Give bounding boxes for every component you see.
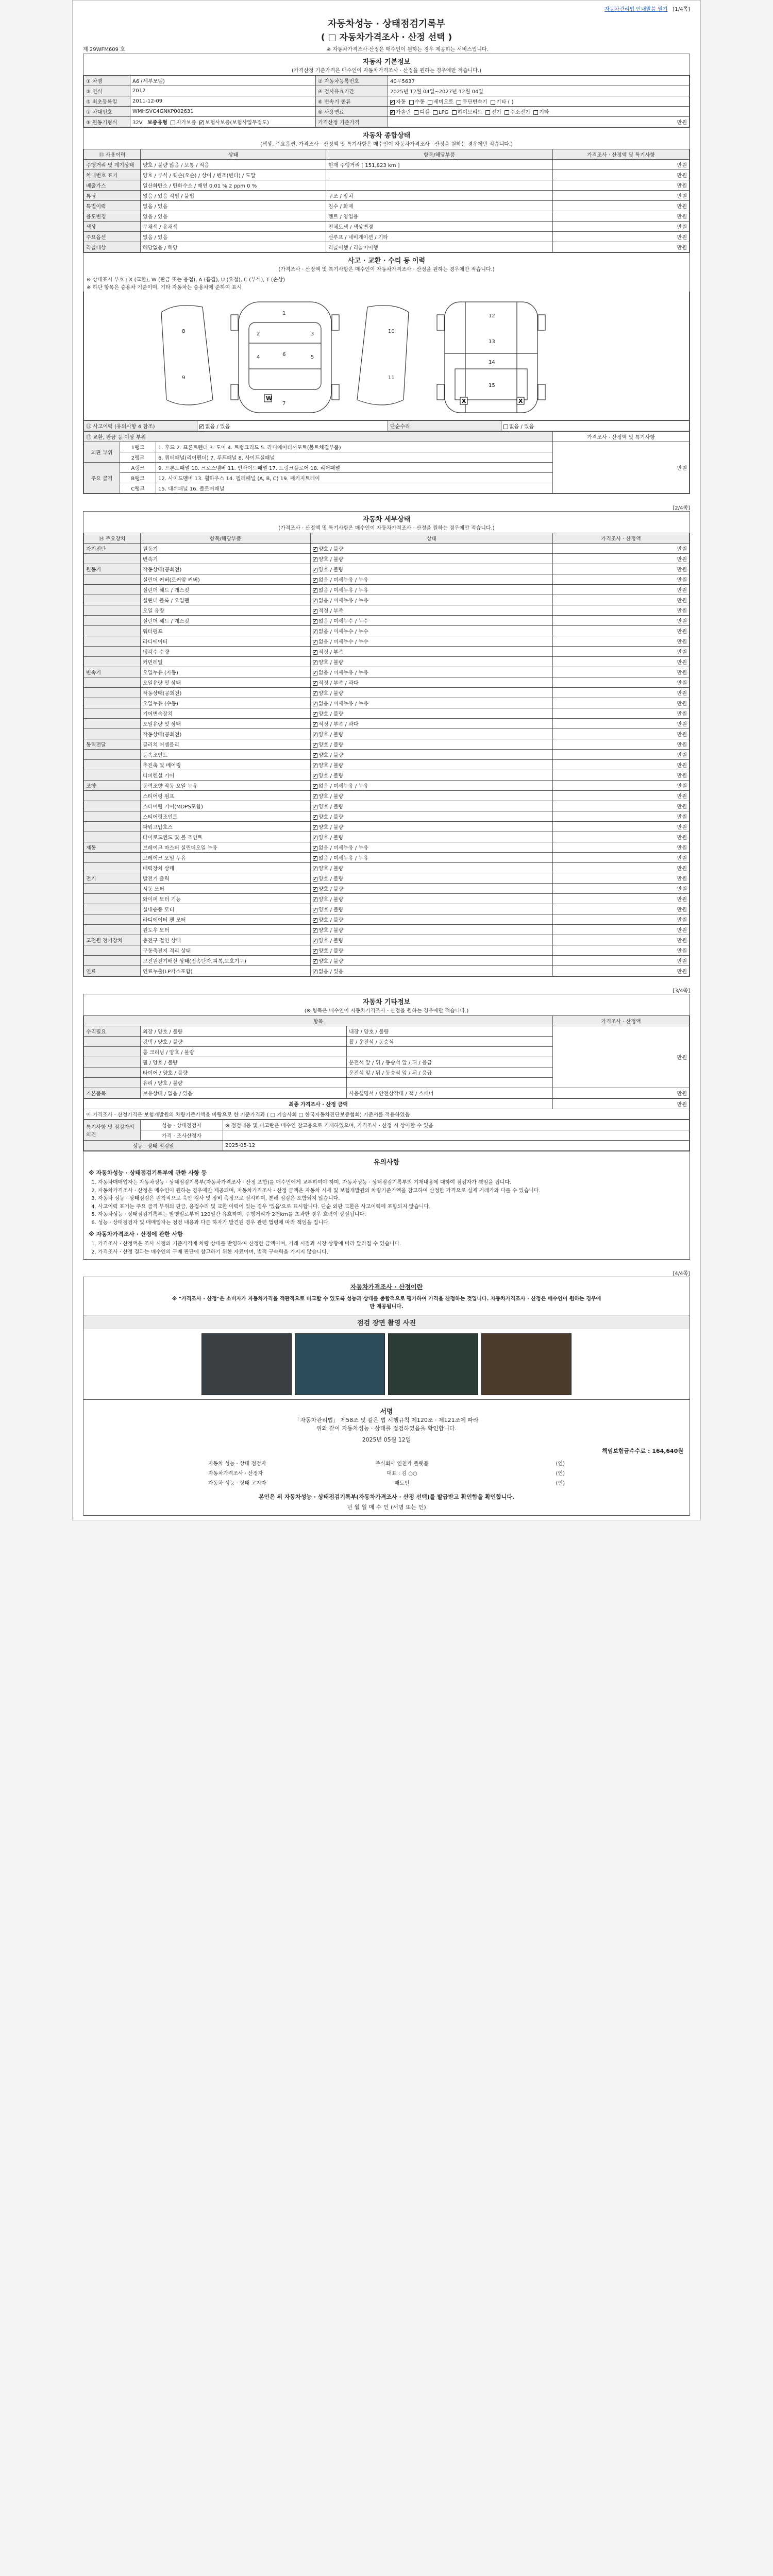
transmission-options: ✓ 자동 수동 세미오토 무단변속기 기타 ( )	[388, 96, 690, 107]
diagram-label: 13	[489, 339, 495, 345]
table-row: 기본품목 보유상태 / 없음 / 있음 사용설명서 / 안전삼각대 / 잭 / 스패너 만원	[84, 1088, 690, 1098]
detail-note: (가격조사 · 산정액 및 특기사항은 매수인이 자동차가격조사 · 산정을 원하는 경우에만 적습니다.)	[278, 526, 495, 531]
checkbox[interactable]	[452, 110, 457, 115]
checkbox[interactable]	[313, 557, 317, 562]
page-number: [3/4쪽]	[673, 988, 690, 994]
detail-title: 자동차 세부상태	[362, 516, 411, 523]
caution-subtitle-2: ※ 자동차가격조사 · 산정에 관한 사항	[89, 1231, 183, 1238]
table-row: 제동 브레이크 마스터 실린더오일 누유 ✓ 없음 / 미세누유 / 누유 만원	[84, 842, 690, 853]
checkbox[interactable]	[409, 100, 414, 105]
checkbox[interactable]	[390, 100, 395, 105]
table-row: 커먼레일 ✓ 양호 / 불량 만원	[84, 657, 690, 667]
table-row: 파워고압호스 ✓ 양호 / 불량 만원	[84, 822, 690, 832]
checkbox[interactable]	[533, 110, 538, 115]
basic-info-title: 자동차 기본정보	[362, 58, 411, 66]
diagram-label: 14	[489, 360, 495, 365]
fuel-options: ✓ 가솔린 디젤 LPG 하이브리드 전기 수소전기 기타	[388, 107, 690, 117]
table-row: 실린더 블록 / 오일팬 ✓ 없음 / 미세누유 / 누유 만원	[84, 595, 690, 605]
list-item: 1. 가격조사 · 산정액은 조사 시점의 기준가격에 차량 상태를 반영하여 산정한 금액이며, 거래 시점과 시장 상황에 따라 달라질 수 있습니다.	[98, 1240, 684, 1248]
damage-mark: W	[266, 395, 273, 402]
document-sheet	[72, 0, 701, 1520]
caution-list-2	[89, 1240, 684, 1256]
checkbox[interactable]	[313, 918, 317, 923]
table-row: 용도변경 없음 / 있음 렌트 / 영업용 만원	[84, 211, 690, 222]
guide-text: ※ "가격조사 · 산정"은 소비자가 자동차가격을 객관적으로 비교할 수 있도록 성능과 상태를 종합적으로 평가하여 가격을 산정하는 것입니다. 자동차가격조사 · 산정은 매수인이 원하는 경우에만 제공됩니다.	[172, 1296, 601, 1310]
table-row: 라디에이터 ✓ 없음 / 미세누수 / 누수 만원	[84, 636, 690, 647]
table-row: 변속기 오일누유 (자동) ✓ 없음 / 미세누유 / 누유 만원	[84, 667, 690, 677]
basic-info-table: ① 차명 A6 (세부모델) ② 자동차등록번호 40무5637 ③ 연식 2012 ④ 검사유효기간 2025년 12월 04일~2027년 12월 04일 ⑤ 최초등록일 2011-12-09 ⑥ 변속기 종류 ✓ 자동 수동 세미오토 무단변속기 기타 ( ) ⑦ 차대번호 WMHSVC4GNKP002631 ⑧ 사용연료 ✓ 가솔린 디젤 LPG 하이브리드 전기 수소전기 기타 ⑨ 원동기형식 32V 보증유형 자가보증 ✓ 보험사보증(보험사업무정도) 가격산정 기준가격 만원	[83, 75, 690, 127]
photo-gallery	[83, 1329, 690, 1399]
top-bar	[83, 5, 690, 12]
list-item: 1. 자동차매매업자는 자동차성능 · 상태점검기록부(자동차가격조사 · 산정 포함)를 매수인에게 교부하여야 하며, 자동차성능 · 상태점검기록부의 기재내용에 대하여 점검자가 책임을 집니다.	[98, 1179, 684, 1187]
diagram-label: 15	[489, 383, 495, 388]
table-row: 수리필요 외장 / 양호 / 불량 내장 / 양호 / 불량 만원	[84, 1026, 690, 1037]
inspection-photo[interactable]	[481, 1333, 572, 1395]
table-row: 배력장치 상태 ✓ 양호 / 불량 만원	[84, 863, 690, 873]
table-row: 시동 모터 ✓ 양호 / 불량 만원	[84, 884, 690, 894]
table-row: 디퍼렌셜 기어 ✓ 양호 / 불량 만원	[84, 770, 690, 781]
buyer-confirmation: 본인은 위 자동차성능 · 상태점검기록부(자동차가격조사 · 산정 선택)를 발급받고 확인함을 확인합니다.	[258, 1494, 515, 1500]
table-row: 와이퍼 모터 기능 ✓ 양호 / 불량 만원	[84, 894, 690, 904]
checkbox[interactable]	[313, 712, 317, 717]
table-row: 배출가스 일산화탄소 / 탄화수소 / 매연 0.01 % 2 ppm 0 % 만원	[84, 180, 690, 191]
checkbox[interactable]	[313, 660, 317, 665]
table-row: 오일유량 및 상태 ✓ 적정 / 부족 / 과다 만원	[84, 719, 690, 729]
inspection-photo[interactable]	[295, 1333, 385, 1395]
photo-section	[83, 1315, 690, 1400]
checkbox[interactable]	[313, 588, 317, 593]
table-row: 리콜대상 해당없음 / 해당 리콜이행 / 리콜미이행 만원	[84, 242, 690, 252]
table-row: 작동상태(공회전) ✓ 양호 / 불량 만원	[84, 729, 690, 739]
checkbox[interactable]	[313, 599, 317, 603]
accident-note: (가격조사 · 산정액 및 특기사항은 매수인이 자동차가격조사 · 산정을 원하는 경우에만 적습니다.)	[278, 267, 495, 273]
etc-section	[83, 994, 690, 1151]
caution-subtitle-1: ※ 자동차성능 · 상태점검기록부에 관한 사항 등	[89, 1170, 207, 1176]
signature-table: 자동차 성능 · 상태 점검자 주식회사 인천카 플랫폼 (인) 자동차가격조사 · 산정자 대표 : 김 ○○ (인) 자동차 성능 · 상태 고지자 매도인 (인)	[208, 1461, 565, 1486]
checkbox[interactable]	[313, 877, 317, 882]
diagram-label: 8	[182, 329, 186, 334]
valuation-note: 이 가격조사 · 산정가격은 보험개발원의 차량기준가액을 바탕으로 한 기준가격과 ( □ 기술사회 □ 한국자동차진단보증협회) 기준서를 적용하였음	[84, 1109, 690, 1120]
table-row: 조향 동력조향 작동 오일 누유 ✓ 없음 / 미세누유 / 누유 만원	[84, 781, 690, 791]
car-outline-diagram	[84, 292, 691, 419]
list-item: 3. 자동차 성능 · 상태점검은 원칙적으로 육안 검사 및 장비 측정으로 실시하며, 분해 점검은 포함되지 않습니다.	[98, 1195, 684, 1203]
checkbox[interactable]	[313, 640, 317, 645]
table-row: 특별이력 없음 / 있음 침수 / 화재 만원	[84, 201, 690, 211]
checkbox[interactable]	[313, 836, 317, 840]
table-row: 구동축전지 격리 상태 ✓ 양호 / 불량 만원	[84, 945, 690, 956]
vin: WMHSVC4GNKP002631	[130, 107, 316, 117]
table-row: 브레이크 오일 누유 ✓ 없음 / 미세누유 / 누유 만원	[84, 853, 690, 863]
buyer-sign-line: 년 월 일 매 수 인 (서명 또는 인)	[347, 1504, 426, 1511]
first-registration: 2011-12-09	[130, 96, 316, 107]
caution-section	[83, 1151, 690, 1260]
checkbox[interactable]	[313, 702, 317, 706]
overall-status-table: ⑪ 사용이력 상태 항목/해당부품 가격조사 · 산정액 및 특기사항 주행거리 및 계기상태 양호 / 불량 많음 / 보통 / 적음 현재 주행거리 [ 151,823 km ] 만원 차대번호 표기 양호 / 부식 / 훼손(오손) / 상이 / 변조(변타) / 도말 만원 배출가스 일산화탄소 / 탄화수소 / 매연 0.01 % 2 ppm 0 % 만원 튜닝 없음 / 있음 적법 / 불법 구조 / 장치 만원 특별이력 없음 / 있음 침수 / 화재 만원 용도변경 없음 / 있음 렌트 / 영업용 만원 색상 무채색 / 유채색 전체도색 / 색상변경 만원 주요옵션 없음 / 있음 선루프 / 네비게이션 / 기타 만원 리콜대상 해당없음 / 해당 리콜이행 / 리콜미이행 만원	[83, 149, 690, 252]
diagram-label: 10	[388, 329, 395, 334]
page-number: [4/4쪽]	[673, 1271, 690, 1277]
inspection-photo[interactable]	[201, 1333, 292, 1395]
table-row: 오일 유량 ✓ 적정 / 부족 만원	[84, 605, 690, 616]
accident-legend: ※ 상태표시 부호 : X (교환), W (판금 또는 용접), A (흠집), U (요철), C (부식), T (손상) ※ 하단 항목은 승용차 기준이며, 기타 자동차는 승용차에 준하여 표시	[87, 277, 285, 291]
checkbox[interactable]	[313, 815, 317, 820]
etc-table: 항목 가격조사 · 산정액 수리필요 외장 / 양호 / 불량 내장 / 양호 / 불량 만원 광택 / 양호 / 불량 휠 / 운전석 / 동승석 룸 크리닝 / 양호 / 불량 휠 / 양호 / 불량 운전석 앞 / 뒤 / 동승석 앞 / 뒤 / 응급 타이어 / 양호 / 불량 운전석 앞 / 뒤 / 동승석 앞 / 뒤 / 응급 유리 / 양호 / 불량 기본품목 보유상태 / 없음 / 있음 사용설명서 / 안전삼각대 / 잭 / 스패너 만원	[83, 1015, 690, 1098]
list-item: 2. 가격조사 · 산정 결과는 매수인의 구매 판단에 참고하기 위한 자료이며, 법적 구속력을 가지지 않습니다.	[98, 1248, 684, 1257]
table-row: 고전원 전기장치 충전구 절연 상태 ✓ 양호 / 불량 만원	[84, 935, 690, 945]
table-row: 작동상태(공회전) ✓ 양호 / 불량 만원	[84, 688, 690, 698]
checkbox[interactable]	[313, 650, 317, 655]
checkbox[interactable]	[313, 805, 317, 809]
checkbox[interactable]	[313, 856, 317, 861]
table-row: 등속조인트 ✓ 양호 / 불량 만원	[84, 750, 690, 760]
caution-title: 유의사항	[373, 1159, 400, 1166]
checkbox[interactable]	[313, 939, 317, 943]
list-item: 2. 자동차가격조사 · 산정은 매수인이 원하는 경우에만 제공되며, 자동차가격조사 · 산정 금액은 자동차 시세 및 보험개발원의 차량기준가액을 참고하여 산정한 가격으로 실제 거래가와 다를 수 있습니다.	[98, 1187, 684, 1195]
checkbox[interactable]	[313, 733, 317, 737]
accident-history-section	[83, 253, 690, 494]
checkbox[interactable]	[313, 753, 317, 758]
checkbox[interactable]	[199, 425, 204, 429]
table-row: 기어변속장치 ✓ 양호 / 불량 만원	[84, 708, 690, 719]
valuation-table: 최종 가격조사 · 산정 금액 만원 이 가격조사 · 산정가격은 보험개발원의 차량기준가액을 바탕으로 한 기준가격과 ( □ 기술사회 □ 한국자동차진단보증협회) 기준서를 적용하였음	[83, 1098, 690, 1120]
overall-status-section	[83, 128, 690, 253]
table-row: 타이로드엔드 및 볼 조인트 ✓ 양호 / 불량 만원	[84, 832, 690, 842]
overall-status-note: (색상, 주요옵션, 가격조사 · 산정액 및 특기사항은 매수인이 자동차가격조사 · 산정을 원하는 경우에만 적습니다.)	[260, 142, 513, 147]
exchange-table: ⑬ 교환, 판금 등 이상 부위 가격조사 · 산정액 및 특기사항 외판 부위 1랭크 1. 후드 2. 프론트펜더 3. 도어 4. 트렁크리드 5. 라디에이터서포트(볼트체결부품) 만원 2랭크 6. 쿼터패널(리어펜더) 7. 루프패널 8. 사이드실패널 주요 골격 A랭크 9. 프론트패널 10. 크로스멤버 11. 인사이드패널 17. 트렁크플로어 18. 리어패널 B랭크 12. 사이드멤버 13. 휠하우스 14. 필러패널 (A, B, C) 19. 패키지트레이 C랭크 15. 대쉬패널 16. 플로어패널	[83, 431, 690, 494]
checkbox[interactable]	[313, 928, 317, 933]
damage-mark: X	[462, 398, 466, 404]
engine-type: 32V	[132, 120, 143, 126]
damage-mark: X	[518, 398, 523, 404]
table-row: 고전원전기배선 상태(접속단자,피복,보호기구) ✓ 양호 / 불량 만원	[84, 956, 690, 966]
checkbox[interactable]	[313, 630, 317, 634]
special-table: 특기사항 및 점검자의 의견 성능 · 상태점검자 ※ 점검내용 및 비고란은 매수인 참고용으로 기재하였으며, 가격조사 · 산정 시 상이할 수 있음 가격 · 조사산정자 성능 · 상태 점검일 2025-05-12	[83, 1120, 690, 1151]
inspection-photo[interactable]	[388, 1333, 478, 1395]
list-item: 4. 사고이력 표기는 주요 골격 부위의 판금, 용접수리 및 교환 이력이 있는 경우 '있음'으로 표시합니다. 단순 외판 교환은 사고이력에 포함되지 않습니다.	[98, 1203, 684, 1211]
checkbox[interactable]	[503, 425, 508, 429]
page-number: [1/4쪽]	[673, 7, 690, 12]
table-row: 실내송풍 모터 ✓ 양호 / 불량 만원	[84, 904, 690, 914]
table-row: 스티어링 펌프 ✓ 양호 / 불량 만원	[84, 791, 690, 801]
diagram-label: 2	[257, 331, 260, 337]
car-model: A6 (세부모델)	[130, 76, 316, 86]
checkbox[interactable]	[171, 121, 175, 125]
fee-amount: 164,640원	[652, 1448, 683, 1454]
diagram-label: 5	[311, 354, 314, 360]
diagram-label: 1	[282, 311, 286, 316]
accident-title: 사고 · 교환 · 수리 등 이력	[347, 257, 426, 265]
table-row: 차대번호 표기 양호 / 부식 / 훼손(오손) / 상이 / 변조(변타) / 도말 만원	[84, 170, 690, 180]
checkbox[interactable]	[313, 774, 317, 778]
table-row: 휠 / 양호 / 불량 운전석 앞 / 뒤 / 동승석 앞 / 뒤 / 응급	[84, 1057, 690, 1067]
table-row: 실린더 헤드 / 개스킷 ✓ 없음 / 미세누수 / 누수 만원	[84, 616, 690, 626]
table-row: 원동기 작동상태(공회전) ✓ 양호 / 불량 만원	[84, 564, 690, 574]
checkbox[interactable]	[313, 959, 317, 964]
checkbox[interactable]	[313, 825, 317, 830]
table-row: 자기진단 원동기 ✓ 양호 / 불량 만원	[84, 544, 690, 554]
checkbox[interactable]	[313, 547, 317, 552]
table-row: 동력전달 클러치 어셈블리 ✓ 양호 / 불량 만원	[84, 739, 690, 750]
table-row: 타이어 / 양호 / 불량 운전석 앞 / 뒤 / 동승석 앞 / 뒤 / 응급	[84, 1067, 690, 1078]
table-row: 워터펌프 ✓ 없음 / 미세누수 / 누수 만원	[84, 626, 690, 636]
checkbox[interactable]	[313, 568, 317, 572]
document-meta	[83, 45, 690, 53]
table-row: 냉각수 수량 ✓ 적정 / 부족 만원	[84, 647, 690, 657]
table-row: 변속기 ✓ 양호 / 불량 만원	[84, 554, 690, 564]
table-row: 오일유량 및 상태 ✓ 적정 / 부족 / 과다 만원	[84, 677, 690, 688]
table-row: 튜닝 없음 / 있음 적법 / 불법 구조 / 장치 만원	[84, 191, 690, 201]
photo-title: 점검 장면 촬영 사진	[83, 1315, 690, 1329]
table-row: 유리 / 양호 / 불량	[84, 1078, 690, 1088]
table-row: 연료 연료누출(LP가스포함) ✓ 없음 / 있음 만원	[84, 966, 690, 976]
checkbox[interactable]	[457, 100, 461, 105]
table-row: 윈도우 모터 ✓ 양호 / 불량 만원	[84, 925, 690, 935]
table-row: 스티어링 기어(MDPS포함) ✓ 양호 / 불량 만원	[84, 801, 690, 811]
model-year: 2012	[130, 86, 316, 96]
law-guide-link[interactable]: 자동차관리법 안내말씀 열기	[604, 7, 668, 12]
checkbox[interactable]	[313, 743, 317, 748]
checkbox[interactable]	[313, 609, 317, 614]
checkbox[interactable]	[313, 722, 317, 727]
inspection-validity: 2025년 12월 04일~2027년 12월 04일	[388, 86, 690, 96]
table-row: 실린더 헤드 / 개스킷 ✓ 없음 / 미세누유 / 누유 만원	[84, 585, 690, 595]
table-row: 스티어링조인트 ✓ 양호 / 불량 만원	[84, 811, 690, 822]
detail-section	[83, 511, 690, 977]
registration-number: 40무5637	[388, 76, 690, 86]
checkbox[interactable]	[313, 691, 317, 696]
caution-list-1	[89, 1179, 684, 1227]
detail-table: ⑭ 주요장치 항목/해당부품 상태 가격조사 · 산정액 자기진단 원동기 ✓ 양호 / 불량 만원 변속기 ✓ 양호 / 불량 만원 원동기 작동상태(공회전) ✓ 양호 / 불량 만원 실린더 커버(로커암 커버) ✓ 없음 / 미세누유 / 누유 만원 실린더 헤드 / 개스킷 ✓ 없음 / 미세누유 / 누유 만원 실린더 블록 / 오일팬 ✓ 없음 / 미세누유 / 누유 만원 오일 유량 ✓ 적정 / 부족 만원 실린더 헤드 / 개스킷 ✓ 없음 / 미세누수 / 누수 만원 워터펌프 ✓ 없음 / 미세누수 / 누수 만원 라디에이터 ✓ 없음 / 미세누수 / 누수 만원 냉각수 수량 ✓ 적정 / 부족 만원 커먼레일 ✓ 양호 / 불량 만원 변속기 오일누유 (자동) ✓ 없음 / 미세누유 / 누유 만원 오일유량 및 상태 ✓ 적정 / 부족 / 과다 만원 작동상태(공회전) ✓ 양호 / 불량 만원 오일누유 (수동) ✓ 없음 / 미세누유 / 누유 만원 기어변속장치 ✓ 양호 / 불량 만원 오일유량 및 상태 ✓ 적정 / 부족 / 과다 만원 작동상태(공회전) ✓ 양호 / 불량 만원 동력전달 클러치 어셈블리 ✓ 양호 / 불량 만원 등속조인트 ✓ 양호 / 불량 만원 추진축 및 베어링 ✓ 양호 / 불량 만원 디퍼렌셜 기어 ✓ 양호 / 불량 만원 조향 동력조향 작동 오일 누유 ✓ 없음 / 미세누유 / 누유 만원 스티어링 펌프 ✓ 양호 / 불량 만원 스티어링 기어(MDPS포함) ✓ 양호 / 불량 만원 스티어링조인트 ✓ 양호 / 불량 만원 파워고압호스 ✓ 양호 / 불량 만원 타이로드엔드 및 볼 조인트 ✓ 양호 / 불량 만원 제동 브레이크 마스터 실린더오일 누유 ✓ 없음 / 미세누유 / 누유 만원 브레이크 오일 누유 ✓ 없음 / 미세누유 / 누유 만원 배력장치 상태 ✓ 양호 / 불량 만원 전기 발전기 출력 ✓ 양호 / 불량 만원 시동 모터 ✓ 양호 / 불량 만원 와이퍼 모터 기능 ✓ 양호 / 불량 만원 실내송풍 모터 ✓ 양호 / 불량 만원 라디에이터 팬 모터 ✓ 양호 / 불량 만원 윈도우 모터 ✓ 양호 / 불량 만원 고전원 전기장치 충전구 절연 상태 ✓ 양호 / 불량 만원 구동축전지 격리 상태 ✓ 양호 / 불량 만원 고전원전기배선 상태(접속단자,피복,보호기구) ✓ 양호 / 불량 만원 연료 연료누출(LP가스포함) ✓ 없음 / 있음 만원	[83, 533, 690, 976]
table-row: 오일누유 (수동) ✓ 없음 / 미세누유 / 누유 만원	[84, 698, 690, 708]
checkbox[interactable]	[313, 764, 317, 768]
signature-section	[83, 1400, 690, 1516]
table-row: 실린더 커버(로커암 커버) ✓ 없음 / 미세누유 / 누유 만원	[84, 574, 690, 585]
signature-law-2: 위와 같이 자동차성능 · 상태를 점검하였음을 확인합니다.	[316, 1425, 457, 1432]
etc-title: 자동차 기타정보	[362, 998, 411, 1006]
basic-info-note: (가격산정 기준가격은 매수인이 자동차가격조사 · 산정을 원하는 경우에만 적습니다.)	[291, 68, 482, 74]
table-row: 광택 / 양호 / 불량 휠 / 운전석 / 동승석	[84, 1037, 690, 1047]
table-row: 룸 크리닝 / 양호 / 불량	[84, 1047, 690, 1057]
checkbox[interactable]	[313, 794, 317, 799]
document-title: 자동차성능 · 상태점검기록부	[327, 19, 446, 29]
checkbox[interactable]	[313, 784, 317, 789]
list-item: 6. 성능 · 상태점검자 및 매매업자는 점검 내용과 다른 하자가 발견된 경우 관련 법령에 따라 책임을 집니다.	[98, 1219, 684, 1227]
checkbox[interactable]	[505, 110, 509, 115]
diagram-label: 6	[282, 352, 286, 358]
checkbox[interactable]	[313, 681, 317, 686]
document-number: 제 29WFM609 호	[83, 47, 125, 53]
signature-law: 「자동차관리법」 제58조 및 같은 법 시행규칙 제120조 · 제121조에 따라	[294, 1417, 479, 1423]
checkbox[interactable]	[313, 671, 317, 675]
guide-title: 자동차가격조사 · 산정이란	[350, 1283, 423, 1291]
checkbox[interactable]	[414, 110, 418, 115]
guide-section	[83, 1277, 690, 1315]
checkbox[interactable]	[313, 846, 317, 851]
checkbox[interactable]	[313, 887, 317, 892]
checkbox[interactable]	[313, 578, 317, 583]
list-item: 5. 자동차성능 · 상태점검기록부는 발행일로부터 120일간 유효하며, 주행거리가 2천km를 초과한 경우 효력이 상실됩니다.	[98, 1211, 684, 1219]
accident-summary-table: ⑫ 사고이력 (유의사항 4 참조) ✓ 없음 / 있음 단순수리 없음 / 있음	[83, 420, 690, 431]
diagram-label: 3	[311, 331, 314, 337]
diagram-label: 4	[257, 354, 260, 360]
checkbox[interactable]	[485, 110, 490, 115]
table-row: 추진축 및 베어링 ✓ 양호 / 불량 만원	[84, 760, 690, 770]
document-meta-note: ※ 자동차가격조사·산정은 매수인이 원하는 경우 제공하는 서비스입니다.	[326, 47, 489, 53]
fee-line: 책임보험금수수료 : 164,640원	[602, 1448, 683, 1454]
diagram-label: 12	[489, 313, 495, 319]
table-row: 전기 발전기 출력 ✓ 양호 / 불량 만원	[84, 873, 690, 884]
checkbox[interactable]	[433, 110, 438, 115]
signature-title: 서명	[380, 1408, 393, 1416]
checkbox[interactable]	[491, 100, 495, 105]
etc-note: (※ 항목은 매수인이 자동차가격조사 · 산정을 원하는 경우에만 적습니다.)	[304, 1008, 469, 1014]
car-damage-diagram	[83, 292, 690, 420]
diagram-label: 11	[388, 375, 395, 381]
valuation-title: 최종 가격조사 · 산정 금액	[84, 1099, 553, 1109]
checkbox[interactable]	[390, 110, 395, 115]
diagram-label: 9	[182, 375, 186, 381]
checkbox[interactable]	[199, 121, 204, 125]
checkbox[interactable]	[313, 970, 317, 974]
overall-status-title: 자동차 종합상태	[362, 132, 411, 140]
checkbox[interactable]	[313, 949, 317, 954]
inspection-date: 2025-05-12	[223, 1141, 690, 1151]
document-subtitle: ( □ 자동차가격조사 · 산정 선택 )	[321, 32, 452, 43]
checkbox[interactable]	[313, 867, 317, 871]
page-number: [2/4쪽]	[673, 505, 690, 511]
table-row: 라디에이터 팬 모터 ✓ 양호 / 불량 만원	[84, 914, 690, 925]
checkbox[interactable]	[313, 619, 317, 624]
checkbox[interactable]	[313, 897, 317, 902]
checkbox[interactable]	[428, 100, 432, 105]
basic-info-section	[83, 54, 690, 128]
table-row: 색상 무채색 / 유채색 전체도색 / 색상변경 만원	[84, 222, 690, 232]
table-row: 주행거리 및 계기상태 양호 / 불량 많음 / 보통 / 적음 현재 주행거리 [ 151,823 km ] 만원	[84, 160, 690, 170]
diagram-label: 7	[282, 401, 286, 406]
table-row: 주요옵션 없음 / 있음 선루프 / 네비게이션 / 기타 만원	[84, 232, 690, 242]
checkbox[interactable]	[313, 908, 317, 912]
signature-date: 2025년 05월 12일	[362, 1436, 411, 1443]
